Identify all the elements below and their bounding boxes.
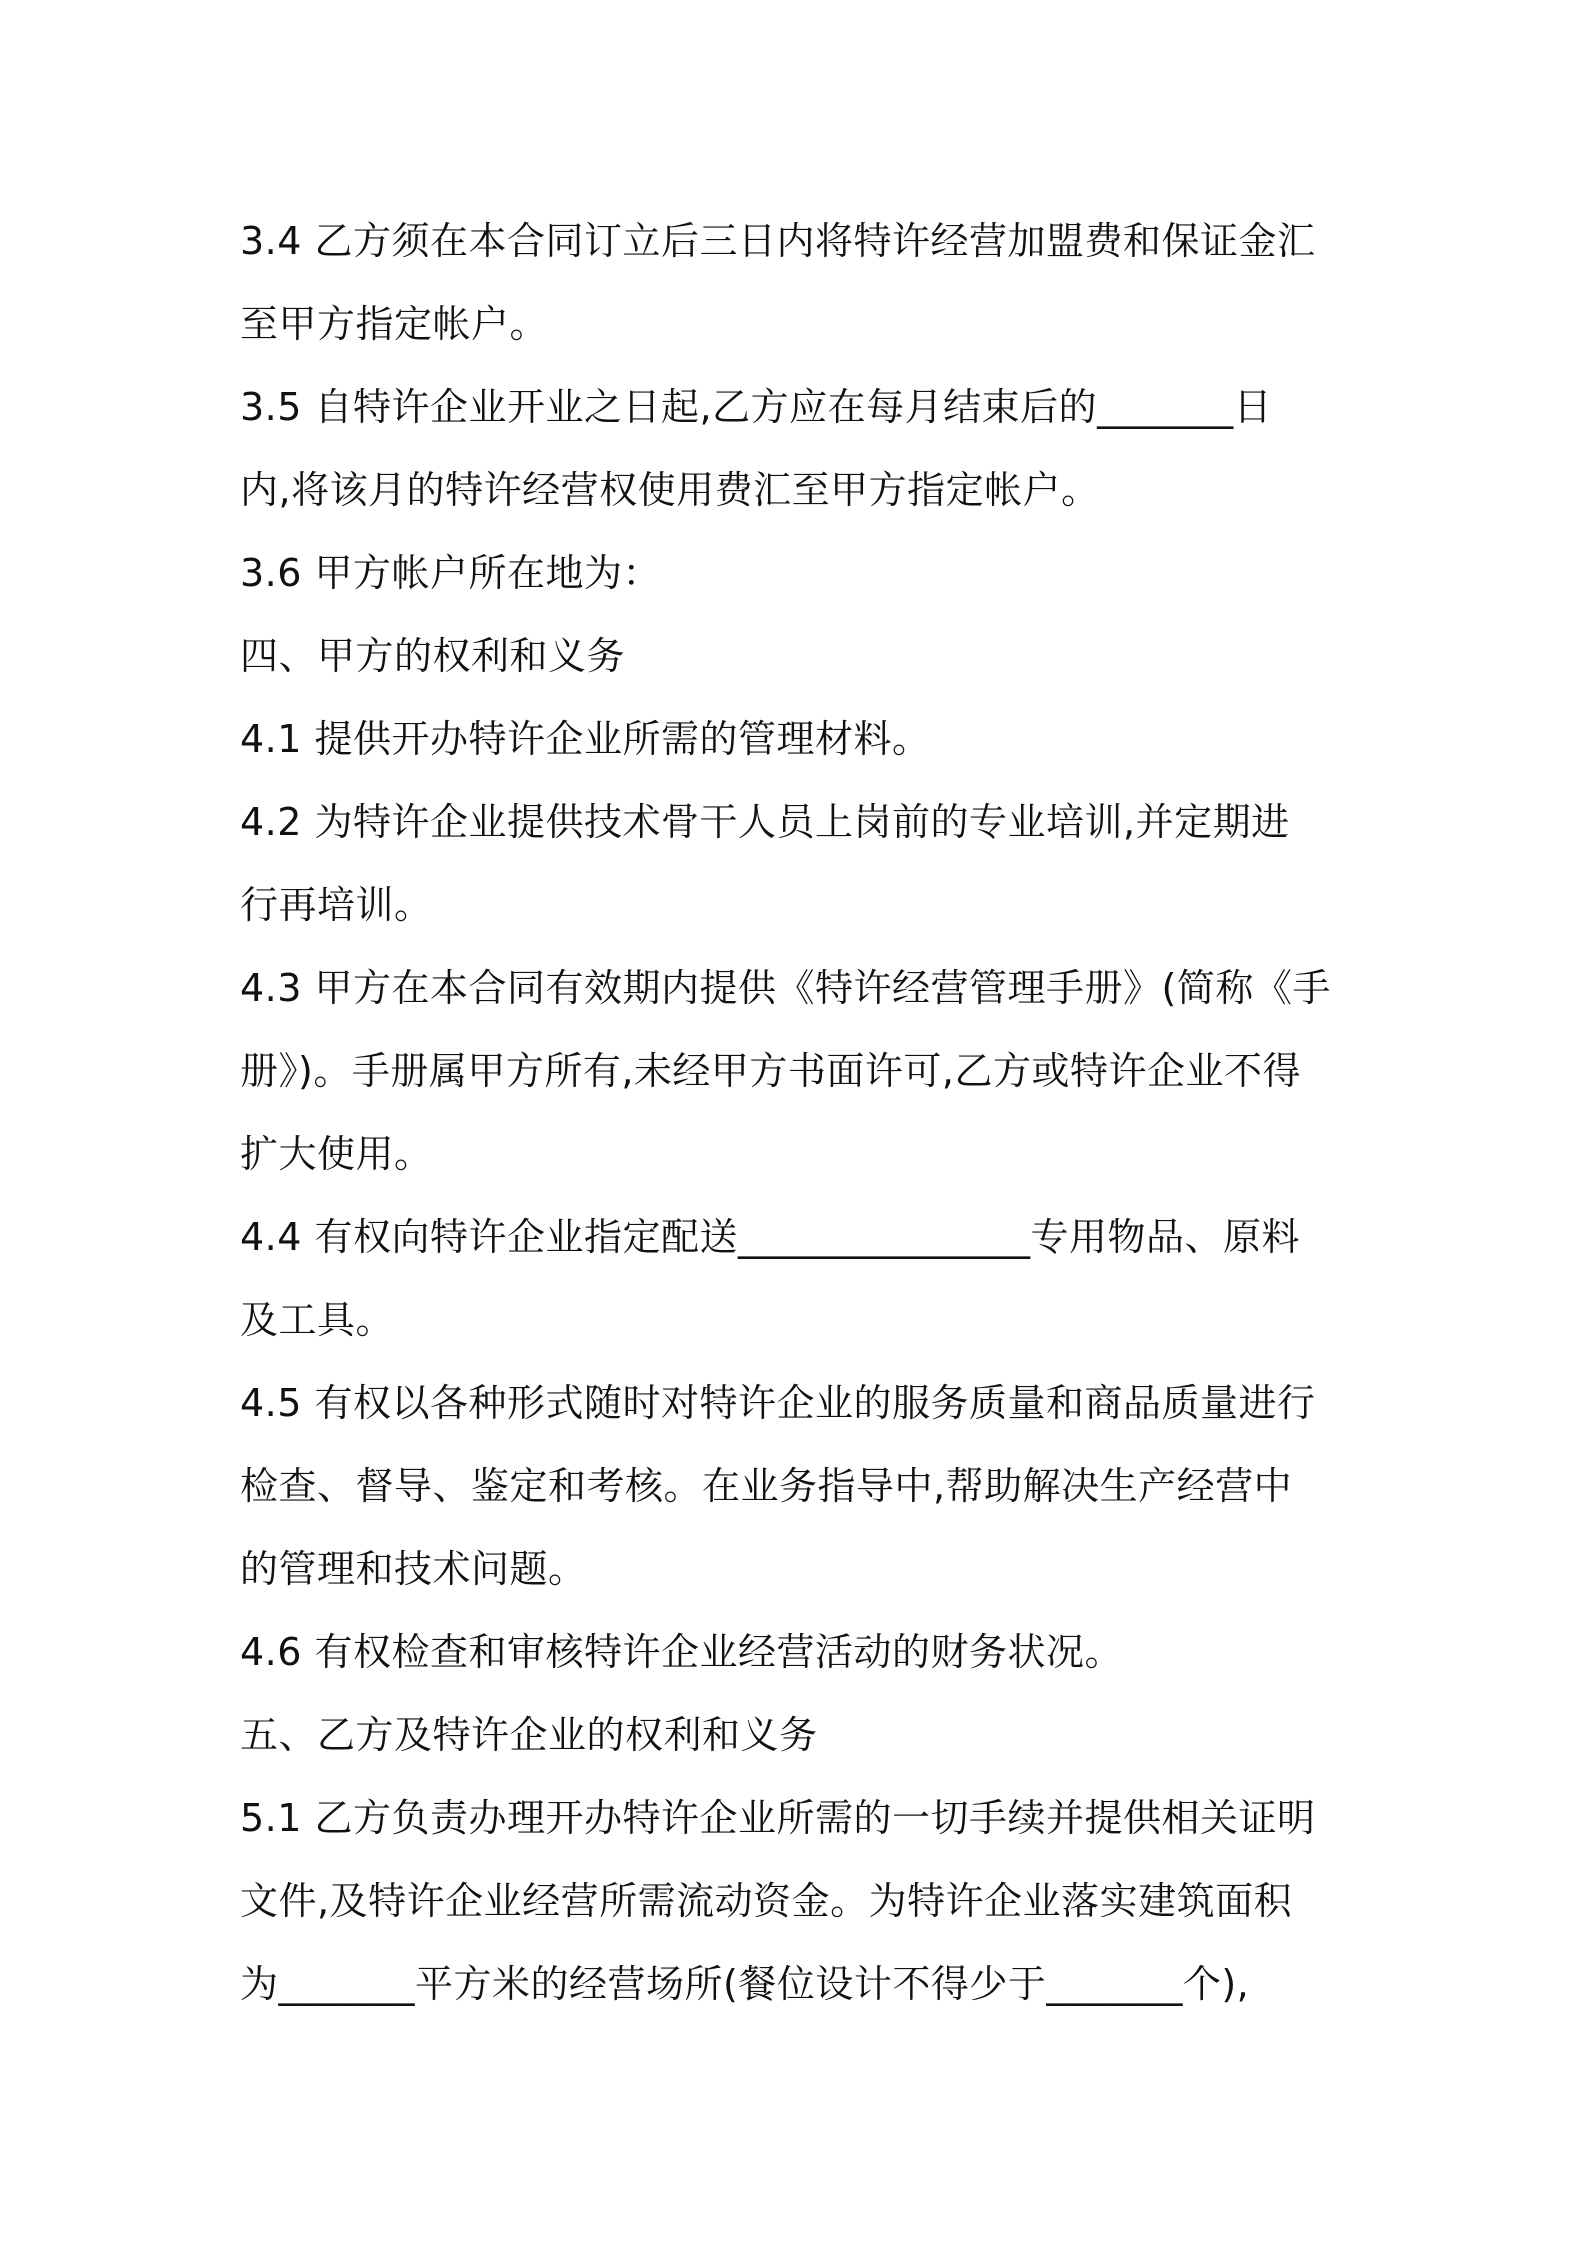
section-heading: 五、乙方及特许企业的权利和义务 [240, 1713, 818, 1757]
text-line: 扩大使用。 [240, 1132, 433, 1176]
text-line: 4.1 提供开办特许企业所需的管理材料。 [240, 717, 931, 761]
text-line: 4.3 甲方在本合同有效期内提供《特许经营管理手册》(简称《手 [240, 966, 1331, 1010]
text-line: 册》)。手册属甲方所有,未经甲方书面许可,乙方或特许企业不得 [240, 1049, 1301, 1093]
text-line: 4.5 有权以各种形式随时对特许企业的服务质量和商品质量进行 [240, 1381, 1316, 1425]
text-line: 行再培训。 [240, 883, 433, 927]
text-line: 4.2 为特许企业提供技术骨干人员上岗前的专业培训,并定期进 [240, 800, 1290, 844]
text-line: 3.4 乙方须在本合同订立后三日内将特许经营加盟费和保证金汇 [240, 219, 1316, 263]
text-line: 至甲方指定帐户。 [240, 302, 549, 346]
text-line: 及工具。 [240, 1298, 395, 1342]
text-line: 为_______平方米的经营场所(餐位设计不得少于_______个), [240, 1962, 1250, 2006]
text-line: 文件,及特许企业经营所需流动资金。为特许企业落实建筑面积 [240, 1879, 1293, 1923]
text-line: 3.5 自特许企业开业之日起,乙方应在每月结束后的_______日 [240, 385, 1273, 429]
text-line: 检查、督导、鉴定和考核。在业务指导中,帮助解决生产经营中 [240, 1464, 1293, 1508]
text-line: 3.6 甲方帐户所在地为： [240, 551, 662, 595]
section-heading: 四、甲方的权利和义务 [240, 634, 626, 678]
text-line: 4.6 有权检查和审核特许企业经营活动的财务状况。 [240, 1630, 1124, 1674]
text-line: 内,将该月的特许经营权使用费汇至甲方指定帐户。 [240, 468, 1100, 512]
document-body [240, 200, 1360, 2026]
text-line: 的管理和技术问题。 [240, 1547, 587, 1591]
text-line: 5.1 乙方负责办理开办特许企业所需的一切手续并提供相关证明 [240, 1796, 1316, 1840]
text-line: 4.4 有权向特许企业指定配送_______________专用物品、原料 [240, 1215, 1301, 1259]
